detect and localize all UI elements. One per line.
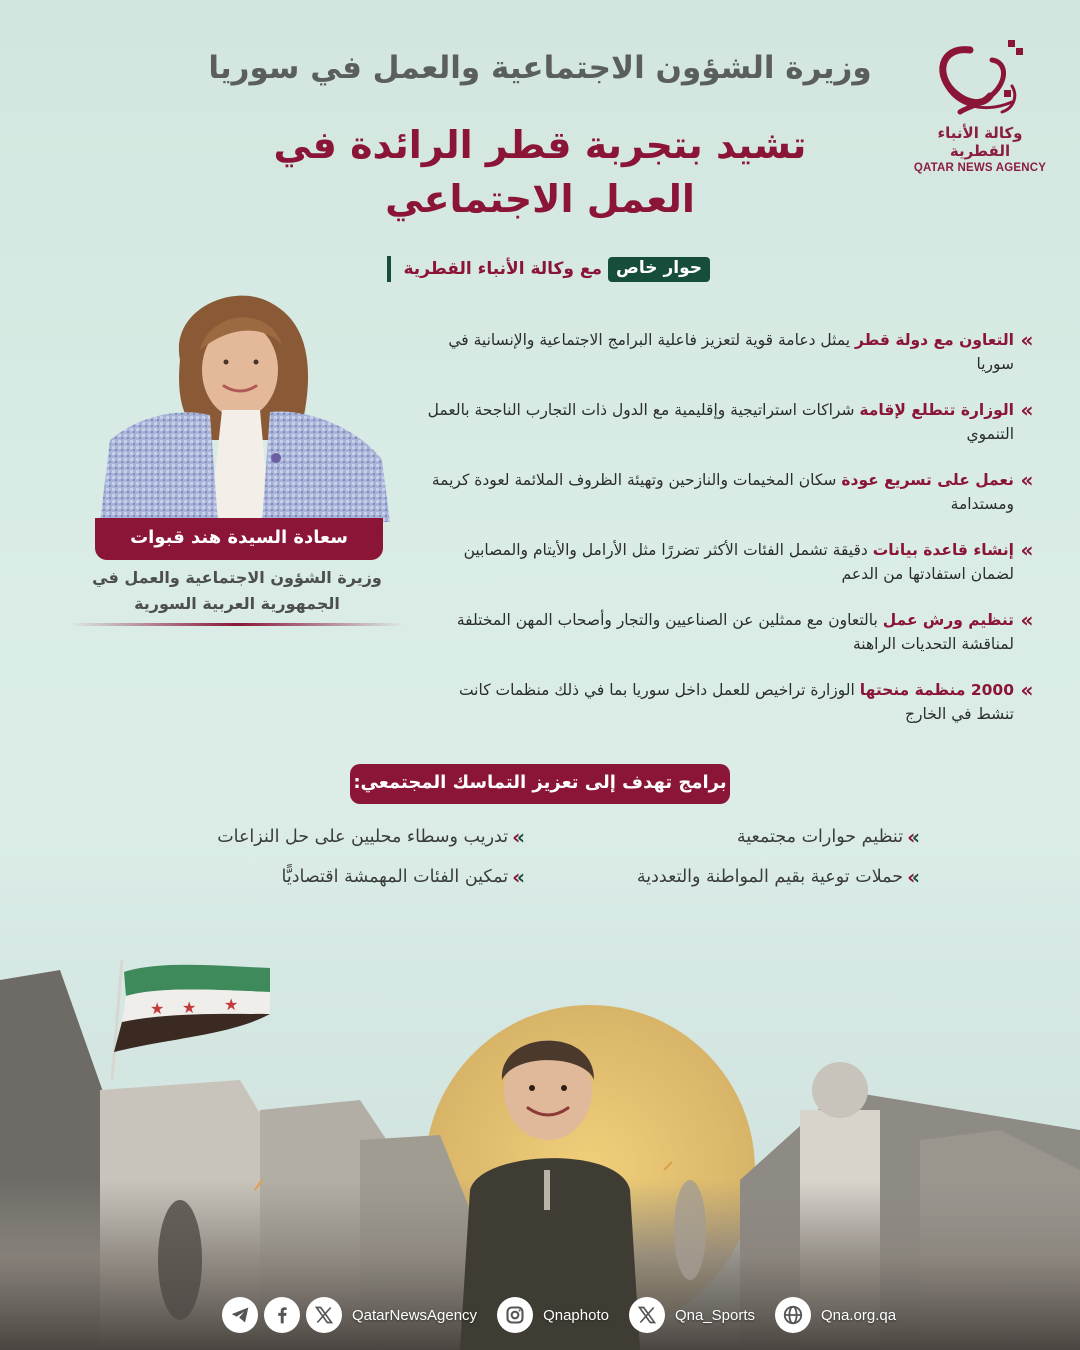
double-chevron-icon: » [512,862,525,892]
role-line-1: وزيرة الشؤون الاجتماعية والعمل في [92,568,382,587]
svg-text:★: ★ [182,998,197,1017]
key-point [420,608,1040,656]
programs-list [160,822,920,892]
key-point [420,538,1040,586]
svg-text:★: ★ [150,999,165,1018]
programs-heading: برامج تهدف إلى تعزيز التماسك المجتمعي: [350,764,730,804]
tag-pill: حوار خاص [608,257,710,282]
headline [240,118,840,226]
social-footer [222,1296,910,1334]
point-highlight: التعاون مع دولة قطر [855,331,1014,349]
double-chevron-icon: » [907,862,920,892]
role-divider [70,623,404,626]
facebook-icon[interactable] [264,1297,300,1333]
handle-main[interactable]: QatarNewsAgency [352,1306,478,1324]
point-highlight: تنظيم ورش عمل [882,611,1014,629]
point-text: دقيقة تشمل الفئات الأكثر تضررًا مثل الأرامل والأيتام والمصابين لضمان استفادتها من الدعم [463,541,1014,583]
double-chevron-icon: » [1020,398,1034,422]
x-icon[interactable] [306,1297,342,1333]
program-item: » تدريب وسطاء محليين على حل النزاعات [160,822,540,852]
minister-portrait [100,290,390,522]
role-line-2: الجمهورية العربية السورية [134,594,340,613]
telegram-icon[interactable] [222,1297,258,1333]
globe-icon[interactable] [775,1297,811,1333]
point-highlight: الوزارة تتطلع لإقامة [859,401,1014,419]
double-chevron-icon: » [1020,608,1034,632]
kicker-title: وزيرة الشؤون الاجتماعية والعمل في سوريا [208,50,872,86]
qna-emblem-icon [930,36,1030,118]
x-icon[interactable] [629,1297,665,1333]
website-link[interactable]: Qna.org.qa [821,1306,897,1324]
key-point [420,468,1040,516]
key-point [420,398,1040,446]
program-item: » حملات توعية بقيم المواطنة والتعددية [540,862,920,892]
double-chevron-icon: » [1020,328,1034,352]
qna-logo [905,36,1055,174]
logo-arabic-text: وكالة الأنباء القطرية [937,124,1023,160]
minister-role [70,565,404,617]
point-text: سكان المخيمات والنازحين وتهيئة الظروف الملائمة لعودة كريمة ومستدامة [431,471,1014,513]
headline-line-2: العمل الاجتماعي [385,177,695,221]
tag-divider [387,256,391,282]
headline-line-1: تشيد بتجربة قطر الرائدة في [273,123,807,167]
double-chevron-icon: » [1020,678,1034,702]
instagram-icon[interactable] [497,1297,533,1333]
key-points-list [420,328,1040,748]
double-chevron-icon: » [907,822,920,852]
double-chevron-icon: » [1020,468,1034,492]
point-text: بالتعاون مع ممثلين عن الصناعيين والتجار وأصحاب المهن المختلفة لمناقشة التحديات الراهنة [456,611,1014,653]
refugee-camp-scene [0,940,1080,1350]
point-highlight: 2000 منظمة منحتها [859,681,1014,699]
svg-text:★: ★ [224,995,239,1014]
handle-instagram[interactable]: Qnaphoto [543,1306,609,1324]
point-text: الوزارة تراخيص للعمل داخل سوريا بما في ذلك منظمات كانت تنشط في الخارج [458,681,1014,723]
double-chevron-icon: » [512,822,525,852]
point-highlight: إنشاء قاعدة بيانات [872,541,1014,559]
key-point [420,678,1040,726]
point-text: يمثل دعامة قوية لتعزيز فاعلية البرامج الاجتماعية والإنسانية في سوريا [448,331,1014,373]
exclusive-interview-tag [370,256,710,282]
point-highlight: نعمل على تسريع عودة [841,471,1014,489]
handle-sports[interactable]: Qna_Sports [674,1306,755,1324]
tag-text: مع وكالة الأنباء القطرية [403,259,603,279]
double-chevron-icon: » [1020,538,1034,562]
program-item: » تنظيم حوارات مجتمعية [540,822,920,852]
logo-english-text: QATAR NEWS AGENCY [913,162,1047,174]
program-item: » تمكين الفئات المهمشة اقتصاديًّا [160,862,540,892]
point-text: شراكات استراتيجية وإقليمية مع الدول ذات التجارب الناجحة بالعمل التنموي [427,401,1014,443]
minister-name-plate: سعادة السيدة هند قبوات [95,518,383,560]
syrian-flag [112,960,270,1080]
key-point [420,328,1040,376]
